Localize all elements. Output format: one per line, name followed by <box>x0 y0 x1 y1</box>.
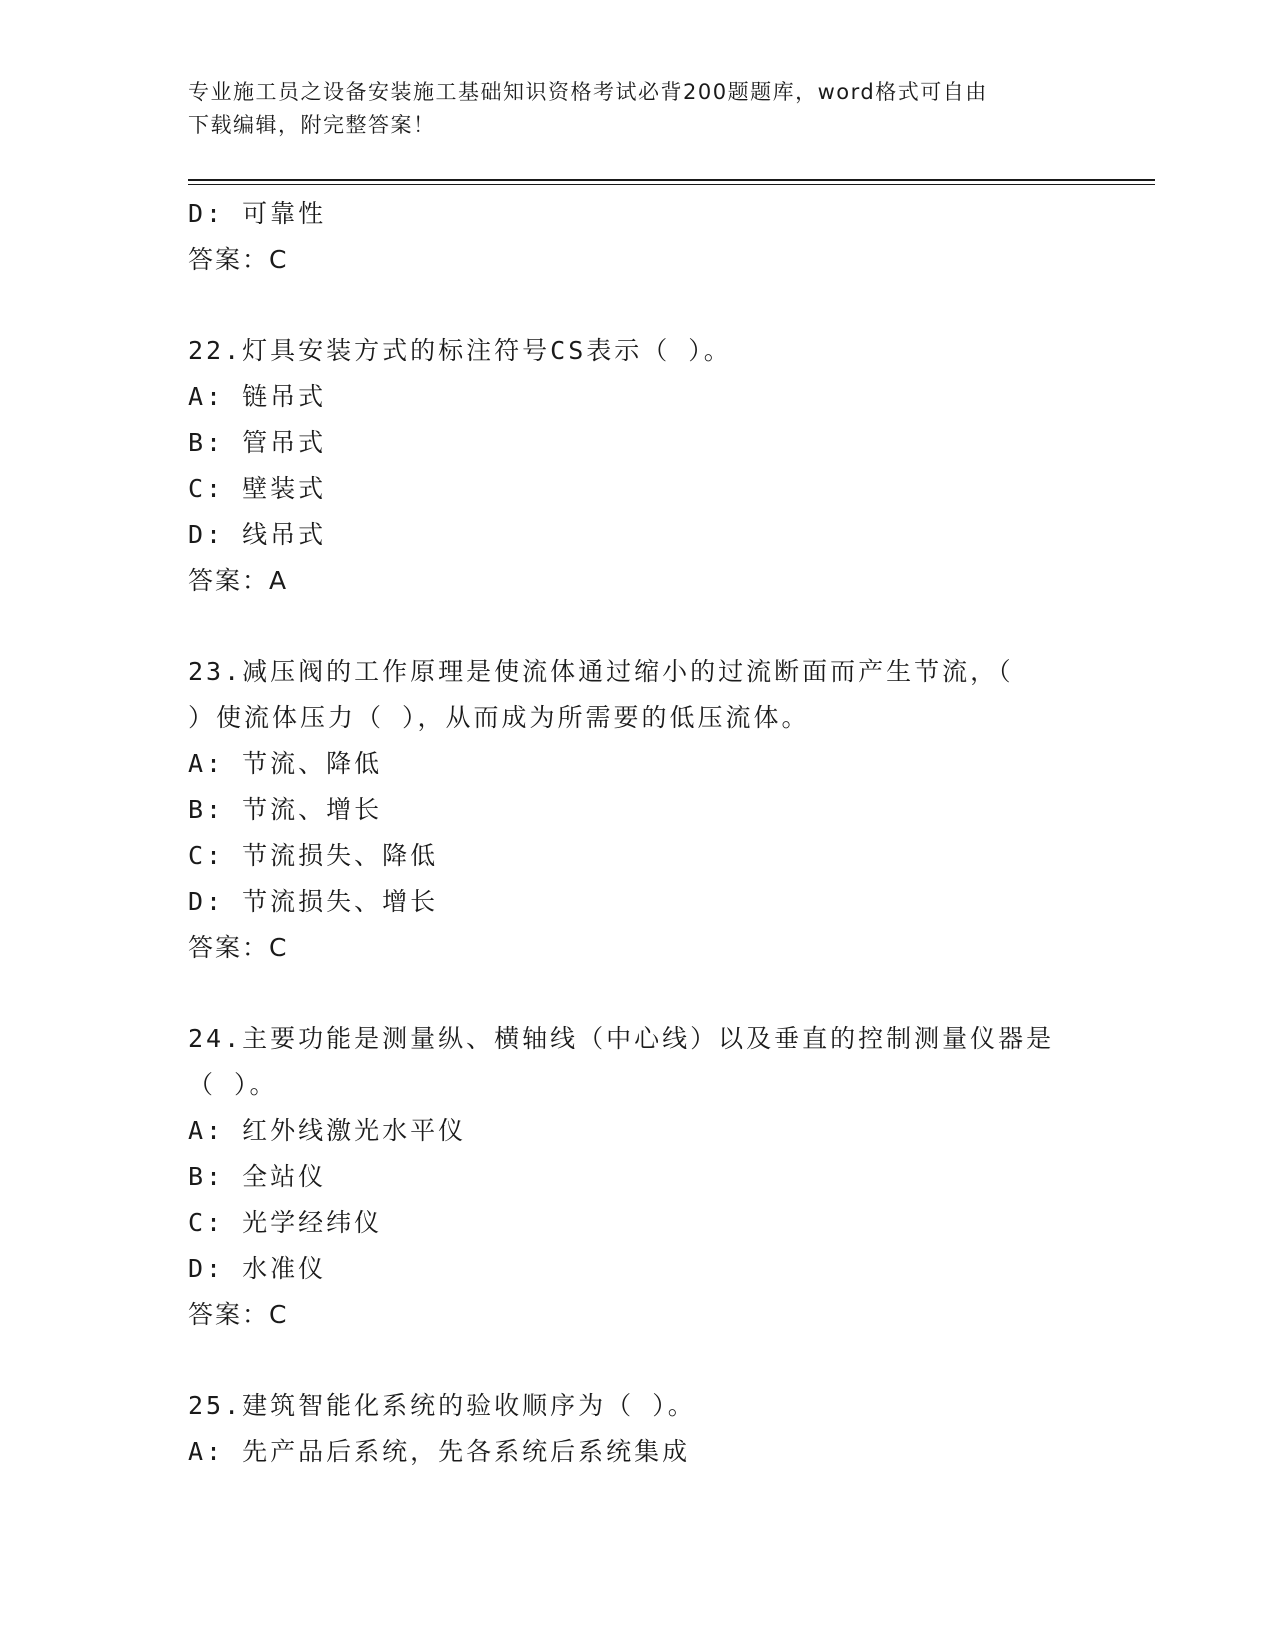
question-stem-continued: ）使流体压力（ ），从而成为所需要的低压流体。 <box>188 703 810 732</box>
answer-line: 答案：C <box>188 1300 289 1329</box>
answer-line: 答案：C <box>188 933 289 962</box>
question-list <box>188 191 1108 1475</box>
question-24 <box>188 1016 1108 1338</box>
option-d: D: 可靠性 <box>188 199 327 228</box>
answer-line: 答案：A <box>188 566 289 595</box>
option-d: D: 水准仪 <box>188 1254 327 1283</box>
question-stem: 22.灯具安装方式的标注符号CS表示（ ）。 <box>188 336 732 365</box>
header-divider-thin <box>188 184 1155 185</box>
question-22 <box>188 328 1108 604</box>
option-a: A: 节流、降低 <box>188 749 383 778</box>
document-header <box>188 76 1068 142</box>
spacer <box>188 1338 1108 1383</box>
option-b: B: 管吊式 <box>188 428 327 457</box>
header-line-1: 专业施工员之设备安装施工基础知识资格考试必背200题题库，word格式可自由 <box>188 80 988 104</box>
option-a: A: 先产品后系统，先各系统后系统集成 <box>188 1437 691 1466</box>
header-line-2: 下载编辑，附完整答案！ <box>188 113 436 137</box>
header-divider-thick <box>188 179 1155 181</box>
spacer <box>188 604 1108 649</box>
option-a: A: 红外线激光水平仪 <box>188 1116 467 1145</box>
option-b: B: 全站仪 <box>188 1162 327 1191</box>
question-23 <box>188 649 1108 971</box>
option-d: D: 节流损失、增长 <box>188 887 439 916</box>
question-25 <box>188 1383 1108 1475</box>
previous-question-tail <box>188 191 1108 283</box>
option-c: C: 光学经纬仪 <box>188 1208 383 1237</box>
question-stem-continued: （ ）。 <box>188 1070 278 1099</box>
option-c: C: 节流损失、降低 <box>188 841 439 870</box>
option-d: D: 线吊式 <box>188 520 327 549</box>
question-stem: 23.减压阀的工作原理是使流体通过缩小的过流断面而产生节流，（ <box>188 657 1014 686</box>
option-c: C: 壁装式 <box>188 474 327 503</box>
spacer <box>188 971 1108 1016</box>
option-a: A: 链吊式 <box>188 382 327 411</box>
answer-line: 答案：C <box>188 245 289 274</box>
spacer <box>188 283 1108 328</box>
option-b: B: 节流、增长 <box>188 795 383 824</box>
question-stem: 25.建筑智能化系统的验收顺序为（ ）。 <box>188 1391 696 1420</box>
question-stem: 24.主要功能是测量纵、横轴线（中心线）以及垂直的控制测量仪器是 <box>188 1024 1055 1053</box>
